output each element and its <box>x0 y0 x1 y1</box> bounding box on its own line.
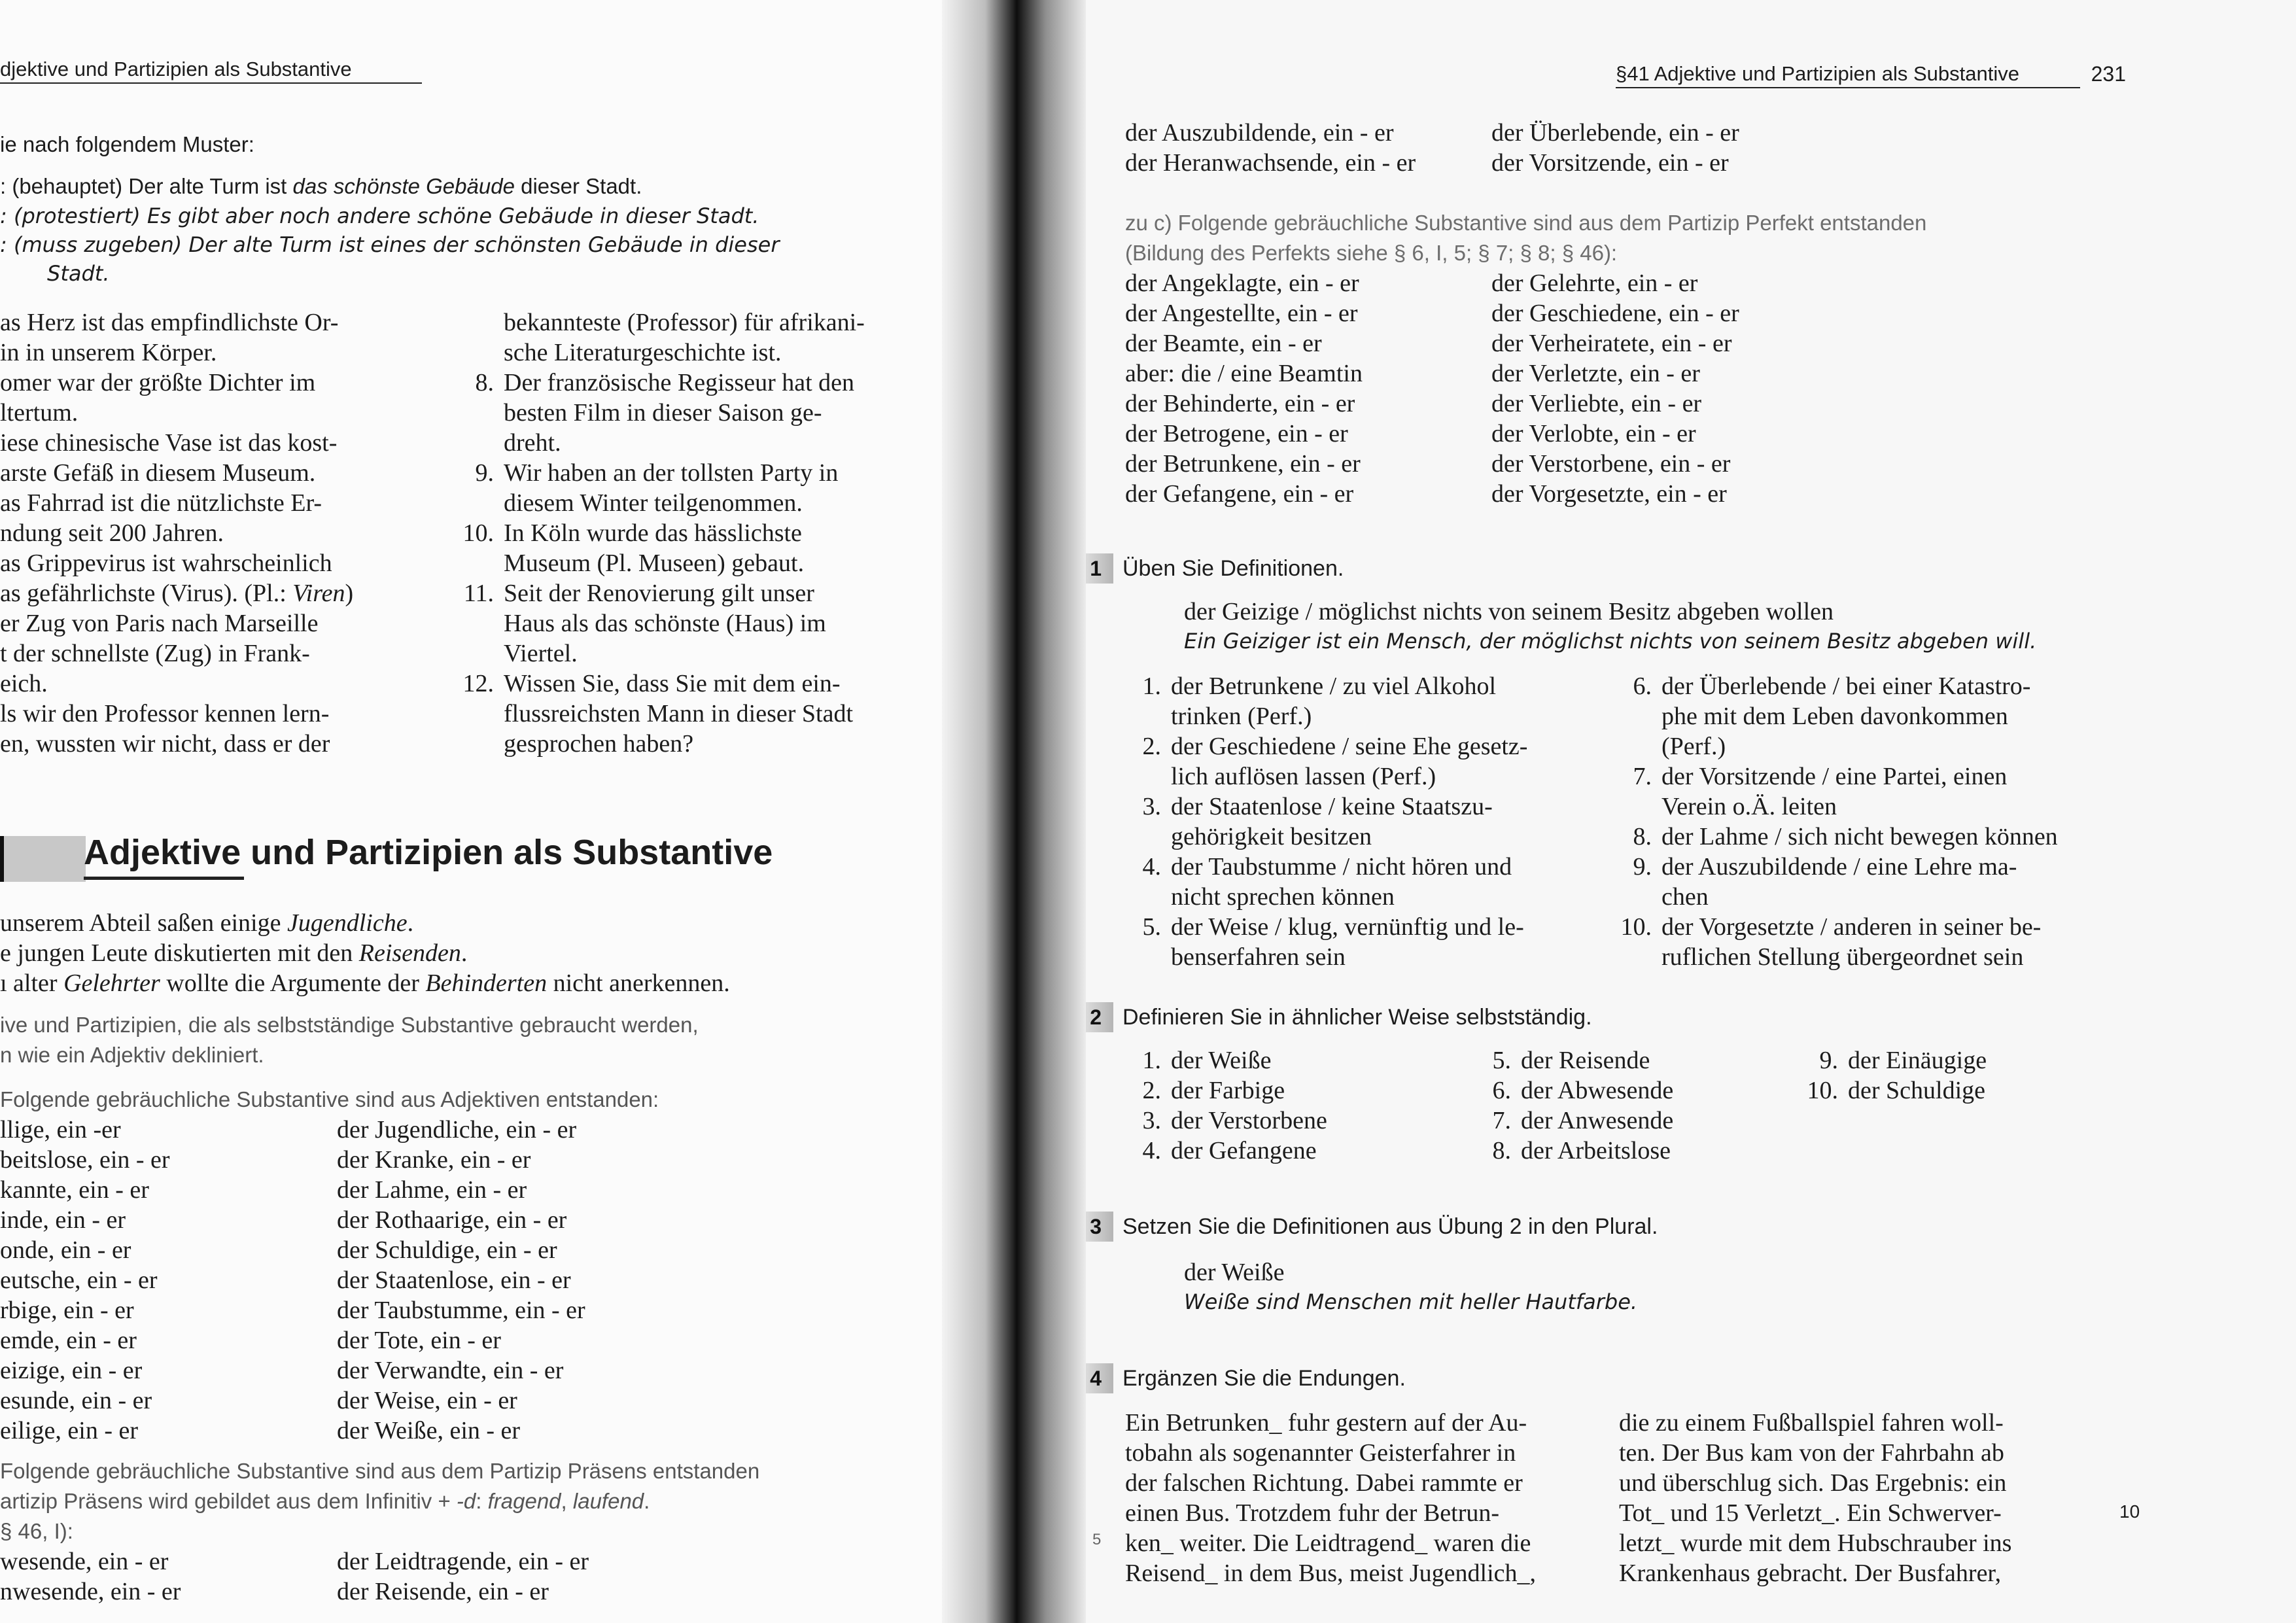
section-title-underline <box>84 877 244 880</box>
text-line: Ein Betrunken_ fuhr gestern auf der Au- <box>1125 1409 1527 1437</box>
item-line: In Köln wurde das hässlichste <box>504 519 802 547</box>
item-number: 6. <box>1633 672 1652 700</box>
text-line: ken_ weiter. Die Leidtragend_ waren die <box>1125 1529 1531 1557</box>
table-cell: der Behinderte, ein - er <box>1125 390 1355 417</box>
item-number: 10. <box>1620 913 1652 941</box>
list-c-intro <box>1125 208 2106 268</box>
sample-sentence-3: ı alter Gelehrter wollte die Argumente der Behinderten nicht anerkennen. <box>0 969 730 997</box>
list-c-table <box>1125 268 1884 509</box>
list-b-intro <box>0 1456 929 1546</box>
table-cell: der Weise, ein - er <box>337 1387 517 1414</box>
left-example-block <box>0 171 916 288</box>
list-item <box>458 578 935 669</box>
list-c-intro-line-2: (Bildung des Perfekts siehe § 6, I, 5; § 7; § 8; § 46): <box>1125 241 1618 265</box>
text-line: letzt_ wurde mit dem Hubschrauber ins <box>1619 1529 2012 1557</box>
text-line: iese chinesische Vase ist das kost- <box>0 429 338 457</box>
left-running-head: djektive und Partizipien als Substantive <box>0 58 422 84</box>
list-item <box>1125 1136 1465 1166</box>
list-item <box>1475 1106 1815 1136</box>
example-line-2: : (protestiert) Es gibt aber noch andere schöne Gebäude in dieser Stadt. <box>0 203 759 228</box>
item-text: der Anwesende <box>1521 1107 1674 1134</box>
left-intro: ie nach folgendem Muster: <box>0 132 254 156</box>
table-cell: der Vorsitzende, ein - er <box>1491 149 1729 177</box>
list-item <box>1125 671 1603 731</box>
section-marker <box>0 836 86 882</box>
text-line: einen Bus. Trotzdem fuhr der Betrun- <box>1125 1499 1500 1527</box>
table-cell: der Gefangene, ein - er <box>1125 480 1354 508</box>
table-cell: der Weiße, ein - er <box>337 1417 521 1444</box>
list-b-intro-line-1: Folgende gebräuchliche Substantive sind aus dem Partizip Präsens entstanden <box>0 1459 760 1483</box>
table-cell: kannte, ein - er <box>0 1176 149 1204</box>
table-cell: esunde, ein - er <box>0 1387 152 1414</box>
list-item <box>1475 1045 1815 1075</box>
exercise-4-number: 4 <box>1053 1363 1113 1393</box>
item-number: 6. <box>1492 1077 1511 1104</box>
item-line: dreht. <box>504 429 561 457</box>
list-item <box>1125 912 1603 972</box>
table-cell: der Beamte, ein - er <box>1125 330 1322 357</box>
item-line: Wissen Sie, dass Sie mit dem ein- <box>504 670 841 697</box>
table-cell: eilige, ein - er <box>0 1417 139 1444</box>
item-number: 5. <box>1492 1047 1511 1074</box>
item-text: der Farbige <box>1171 1077 1285 1104</box>
text-line: und überschlug sich. Das Ergebnis: ein <box>1619 1469 2007 1497</box>
exercise-4-col2 <box>1619 1408 2077 1588</box>
table-cell: wesende, ein - er <box>0 1548 169 1575</box>
text-line: ltertum. <box>0 399 78 427</box>
item-line: der Staatenlose / keine Staatszu- <box>1171 793 1493 820</box>
sample-sentence-2: e jungen Leute diskutierten mit den Reisenden. <box>0 939 468 967</box>
list-item <box>458 518 935 578</box>
exercise-3-number: 3 <box>1053 1212 1113 1242</box>
list-item <box>1475 1136 1815 1166</box>
text-line: in in unserem Körper. <box>0 339 217 366</box>
table-cell: der Verletzte, ein - er <box>1491 360 1700 387</box>
list-item <box>1616 671 2100 761</box>
table-cell: der Heranwachsende, ein - er <box>1125 149 1416 177</box>
text-line: as Grippevirus ist wahrscheinlich <box>0 550 332 577</box>
item-line: der Betrunkene / zu viel Alkohol <box>1171 672 1497 700</box>
table-cell: beitslose, ein - er <box>0 1146 170 1174</box>
text-line: die zu einem Fußballspiel fahren woll- <box>1619 1409 2004 1437</box>
table-cell: der Staatenlose, ein - er <box>337 1266 571 1294</box>
table-cell: rbige, ein - er <box>0 1297 134 1324</box>
table-cell: der Angeklagte, ein - er <box>1125 270 1359 297</box>
example-line-4: Stadt. <box>47 261 110 286</box>
table-cell: aber: die / eine Beamtin <box>1125 360 1363 387</box>
exercise-2-col2 <box>1475 1045 1815 1166</box>
sample-sentences <box>0 908 916 998</box>
left-exercise-col1 <box>0 307 451 759</box>
exercise-1-header <box>1053 553 1344 584</box>
item-number: 4. <box>1142 1137 1161 1164</box>
item-number: 10. <box>462 519 494 547</box>
item-text: der Arbeitslose <box>1521 1137 1671 1164</box>
item-line: Seit der Renovierung gilt unser <box>504 580 814 607</box>
exercise-2-header <box>1053 1002 1592 1032</box>
table-cell: der Rothaarige, ein - er <box>337 1206 567 1234</box>
example-line-1: : (behauptet) Der alte Turm ist das schönste Gebäude dieser Stadt. <box>0 174 642 198</box>
table-cell: der Jugendliche, ein - er <box>337 1116 577 1143</box>
text-line: er Zug von Paris nach Marseille <box>0 610 319 637</box>
section-title: Adjektive und Partizipien als Substantive <box>84 833 773 872</box>
item-text: der Reisende <box>1521 1047 1650 1074</box>
exercise-1-sample-answer: Ein Geiziger ist ein Mensch, der möglichst nichts von seinem Besitz abgeben will. <box>1184 629 2037 654</box>
exercise-1-sample: der Geizige / möglichst nichts von seinem Besitz abgeben wollen <box>1184 598 1834 625</box>
item-line: Museum (Pl. Museen) gebaut. <box>504 550 805 577</box>
item-text: der Gefangene <box>1171 1137 1317 1164</box>
item-number: 7. <box>1633 763 1652 790</box>
exercise-2-col1 <box>1125 1045 1465 1166</box>
table-cell: der Angestellte, ein - er <box>1125 300 1358 327</box>
item-line: der Auszubildende / eine Lehre ma- <box>1661 853 2017 881</box>
book-gutter <box>942 0 1086 1623</box>
table-cell: der Überlebende, ein - er <box>1491 119 1739 147</box>
list-a-table <box>0 1115 795 1446</box>
list-item <box>1802 1075 2077 1106</box>
exercise-1-number: 1 <box>1053 553 1113 584</box>
list-b-intro-line-3: § 46, I): <box>0 1519 73 1543</box>
list-item <box>1125 1075 1465 1106</box>
exercise-4-title: Ergänzen Sie die Endungen. <box>1122 1365 1406 1391</box>
list-b-table <box>0 1546 795 1607</box>
item-number: 8. <box>1492 1137 1511 1164</box>
left-page <box>0 0 948 1623</box>
list-item <box>1616 912 2100 972</box>
item-line: chen <box>1661 883 1709 911</box>
item-text: der Schuldige <box>1848 1077 1986 1104</box>
list-item <box>1125 1045 1465 1075</box>
list-item <box>1125 1106 1465 1136</box>
text-line: Tot_ und 15 Verletzt_. Ein Schwerver- <box>1619 1499 2002 1527</box>
table-cell: emde, ein - er <box>0 1327 137 1354</box>
item-line: ruflichen Stellung übergeordnet sein <box>1661 943 2024 971</box>
exercise-2-col3 <box>1802 1045 2077 1106</box>
table-cell: eizige, ein - er <box>0 1357 143 1384</box>
exercise-2-number: 2 <box>1053 1002 1113 1032</box>
text-line: t der schnellste (Zug) in Frank- <box>0 640 310 667</box>
table-cell: der Verheiratete, ein - er <box>1491 330 1732 357</box>
item-line: trinken (Perf.) <box>1171 703 1312 730</box>
table-cell: der Lahme, ein - er <box>337 1176 527 1204</box>
table-cell: der Betrunkene, ein - er <box>1125 450 1361 478</box>
item-line: Der französische Regisseur hat den <box>504 369 855 396</box>
item-line: der Vorgesetzte / anderen in seiner be- <box>1661 913 2042 941</box>
item-number: 9. <box>1819 1047 1838 1074</box>
text-line: arste Gefäß in diesem Museum. <box>0 459 316 487</box>
item-line: der Geschiedene / seine Ehe gesetz- <box>1171 733 1528 760</box>
table-cell: der Verwandte, ein - er <box>337 1357 564 1384</box>
table-cell: llige, ein -er <box>0 1116 121 1143</box>
list-item <box>1616 761 2100 822</box>
right-running-head: §41 Adjektive und Partizipien als Substantive 231 <box>1616 62 2080 88</box>
text-line: omer war der größte Dichter im <box>0 369 316 396</box>
list-item <box>1125 852 1603 912</box>
item-line: sche Literaturgeschichte ist. <box>504 339 782 366</box>
item-number: 4. <box>1142 853 1161 881</box>
item-number: 12. <box>462 670 494 697</box>
item-number: 1. <box>1142 1047 1161 1074</box>
table-cell: der Auszubildende, ein - er <box>1125 119 1394 147</box>
list-a-intro: Folgende gebräuchliche Substantive sind aus Adjektiven entstanden: <box>0 1087 659 1111</box>
list-item <box>1802 1045 2077 1075</box>
table-cell: der Schuldige, ein - er <box>337 1236 557 1264</box>
list-b-intro-line-2: artizip Präsens wird gebildet aus dem Infinitiv + -d: fragend, laufend. <box>0 1489 650 1513</box>
exercise-1-col2 <box>1616 671 2100 972</box>
item-number: 11. <box>463 580 494 607</box>
list-item <box>1475 1075 1815 1106</box>
item-line: der Taubstumme / nicht hören und <box>1171 853 1512 881</box>
table-cell: eutsche, ein - er <box>0 1266 158 1294</box>
text-line: tobahn als sogenannter Geisterfahrer in <box>1125 1439 1516 1467</box>
exercise-3-sample-answer: Weiße sind Menschen mit heller Hautfarbe. <box>1184 1289 1638 1314</box>
list-item <box>1125 731 1603 792</box>
example-line-3: : (muss zugeben) Der alte Turm ist eines der schönsten Gebäude in dieser <box>0 232 780 257</box>
item-number: 3. <box>1142 1107 1161 1134</box>
text-line: ls wir den Professor kennen lern- <box>0 700 330 727</box>
right-page <box>948 0 2296 1623</box>
item-line: diesem Winter teilgenommen. <box>504 489 803 517</box>
item-number: 8. <box>475 369 494 396</box>
item-number: 1. <box>1142 672 1161 700</box>
page-number: 231 <box>2091 62 2126 86</box>
table-cell: der Verstorbene, ein - er <box>1491 450 1731 478</box>
list-item <box>458 458 935 518</box>
item-number: 10. <box>1807 1077 1838 1104</box>
exercise-1-col1 <box>1125 671 1603 972</box>
text-line: ndung seit 200 Jahren. <box>0 519 224 547</box>
rule-line-1: ive und Partizipien, die als selbstständige Substantive gebraucht werden, <box>0 1013 699 1037</box>
exercise-3-title: Setzen Sie die Definitionen aus Übung 2 in den Plural. <box>1122 1213 1658 1239</box>
item-line: Verein o.Ä. leiten <box>1661 793 1837 820</box>
item-line: Wir haben an der tollsten Party in <box>504 459 839 487</box>
item-text: der Abwesende <box>1521 1077 1674 1104</box>
table-cell: nwesende, ein - er <box>0 1578 181 1605</box>
item-line: nicht sprechen können <box>1171 883 1395 911</box>
item-number: 5. <box>1142 913 1161 941</box>
item-line: der Lahme / sich nicht bewegen können <box>1661 823 2058 850</box>
table-cell: der Tote, ein - er <box>337 1327 501 1354</box>
table-cell: der Taubstumme, ein - er <box>337 1297 585 1324</box>
text-line: eich. <box>0 670 48 697</box>
left-exercise-col2 <box>458 307 935 759</box>
item-line: bekannteste (Professor) für afrikani- <box>504 309 865 336</box>
text-line: ten. Der Bus kam von der Fahrbahn ab <box>1619 1439 2004 1467</box>
exercise-4-header <box>1053 1363 1406 1393</box>
table-cell: der Geschiedene, ein - er <box>1491 300 1739 327</box>
table-cell: der Gelehrte, ein - er <box>1491 270 1698 297</box>
table-cell: der Leidtragende, ein - er <box>337 1548 589 1575</box>
exercise-3-sample: der Weiße <box>1184 1259 1285 1286</box>
table-cell: der Betrogene, ein - er <box>1125 420 1348 447</box>
item-number: 3. <box>1142 793 1161 820</box>
item-number: 8. <box>1633 823 1652 850</box>
table-cell: der Kranke, ein - er <box>337 1146 531 1174</box>
table-cell: der Verlobte, ein - er <box>1491 420 1696 447</box>
item-line: Viertel. <box>504 640 578 667</box>
list-item <box>458 669 935 759</box>
text-line: Krankenhaus gebracht. Der Busfahrer, <box>1619 1560 2002 1587</box>
item-number: 7. <box>1492 1107 1511 1134</box>
item-number: 2. <box>1142 733 1161 760</box>
item-line: Haus als das schönste (Haus) im <box>504 610 826 637</box>
list-c-intro-line-1: zu c) Folgende gebräuchliche Substantive sind aus dem Partizip Perfekt entstanden <box>1125 211 1927 235</box>
table-cell: inde, ein - er <box>0 1206 126 1234</box>
table-cell: der Vorgesetzte, ein - er <box>1491 480 1727 508</box>
line-number-10: 10 <box>2119 1501 2140 1522</box>
exercise-4-col1 <box>1125 1408 1583 1588</box>
line-number-5: 5 <box>1092 1531 1102 1548</box>
item-line: lich auflösen lassen (Perf.) <box>1171 763 1436 790</box>
item-line: der Überlebende / bei einer Katastro- <box>1661 672 2031 700</box>
text-line: as Fahrrad ist die nützlichste Er- <box>0 489 322 517</box>
list-b-continued <box>1125 118 1884 178</box>
list-item <box>458 307 935 368</box>
item-line: benserfahren sein <box>1171 943 1346 971</box>
table-cell: onde, ein - er <box>0 1236 131 1264</box>
item-number: 9. <box>475 459 494 487</box>
item-line: der Weise / klug, vernünftig und le- <box>1171 913 1524 941</box>
item-line: gehörigkeit besitzen <box>1171 823 1372 850</box>
list-item <box>1125 792 1603 852</box>
list-item <box>458 368 935 458</box>
item-line: (Perf.) <box>1661 733 1726 760</box>
text-line: der falschen Richtung. Dabei rammte er <box>1125 1469 1523 1497</box>
item-text: der Weiße <box>1171 1047 1272 1074</box>
item-line: flussreichsten Mann in dieser Stadt <box>504 700 854 727</box>
sample-sentence-1: unserem Abteil saßen einige Jugendliche. <box>0 909 414 937</box>
item-text: der Einäugige <box>1848 1047 1987 1074</box>
text-line: as Herz ist das empfindlichste Or- <box>0 309 339 336</box>
table-cell: der Reisende, ein - er <box>337 1578 549 1605</box>
text-line: as gefährlichste (Virus). (Pl.: Viren) <box>0 580 354 607</box>
rule-text <box>0 1010 916 1070</box>
list-item <box>1616 852 2100 912</box>
text-line: Reisend_ in dem Bus, meist Jugendlich_, <box>1125 1560 1537 1587</box>
item-line: phe mit dem Leben davonkommen <box>1661 703 2008 730</box>
item-line: der Vorsitzende / eine Partei, einen <box>1661 763 2008 790</box>
exercise-3-header <box>1053 1212 1658 1242</box>
item-number: 9. <box>1633 853 1652 881</box>
exercise-1-title: Üben Sie Definitionen. <box>1122 555 1344 581</box>
item-number: 2. <box>1142 1077 1161 1104</box>
rule-line-2: n wie ein Adjektiv dekliniert. <box>0 1043 264 1067</box>
text-line: en, wussten wir nicht, dass er der <box>0 730 330 758</box>
item-text: der Verstorbene <box>1171 1107 1327 1134</box>
list-item <box>1616 822 2100 852</box>
item-line: gesprochen haben? <box>504 730 694 758</box>
table-cell: der Verliebte, ein - er <box>1491 390 1702 417</box>
exercise-2-title: Definieren Sie in ähnlicher Weise selbstständig. <box>1122 1004 1592 1030</box>
item-line: besten Film in dieser Saison ge- <box>504 399 822 427</box>
